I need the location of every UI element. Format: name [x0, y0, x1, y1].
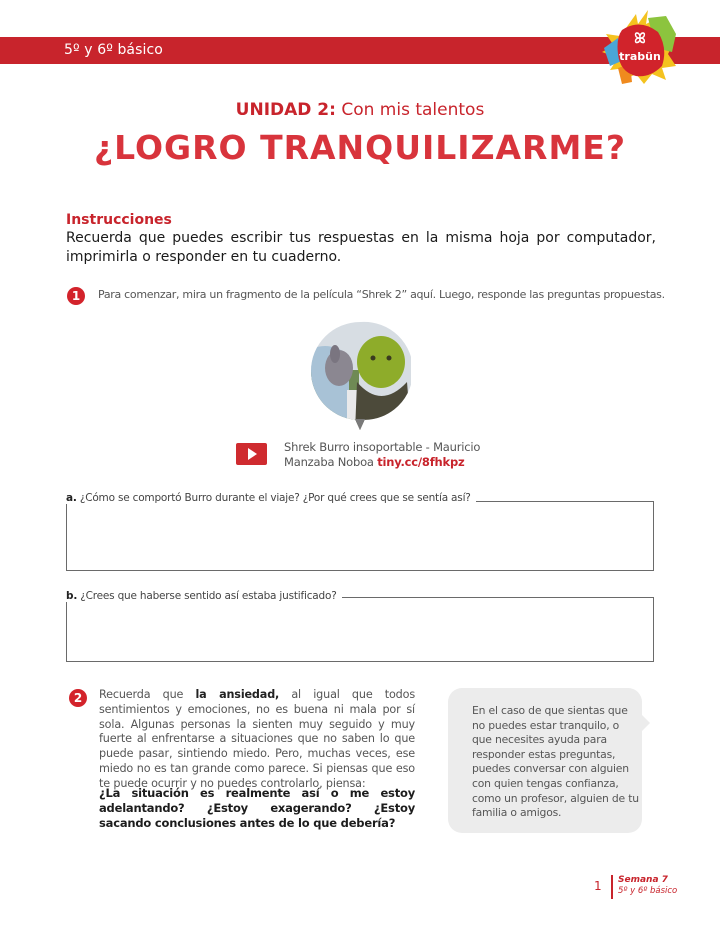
video-thumbnail[interactable]	[309, 320, 411, 432]
footer-week: Semana 7	[618, 875, 668, 885]
question-b-text: ¿Crees que haberse sentido así estaba justificado?	[80, 590, 337, 602]
instructions-heading: Instrucciones	[66, 212, 172, 228]
page-title: ¿LOGRO TRANQUILIZARME?	[93, 128, 626, 167]
question-b-label	[66, 590, 342, 602]
question-a-text: ¿Cómo se comportó Burro durante el viaje? ¿Por qué crees que se sentía así?	[79, 492, 471, 504]
instructions-text: Recuerda que puedes escribir tus respuestas en la misma hoja por computador, imprimirla o responder en tu cuaderno.	[66, 230, 656, 265]
step-2-badge: 2	[69, 689, 87, 707]
reflection-questions: ¿La situación es realmente así o me estoy adelantando? ¿Estoy exagerando? ¿Estoy sacando conclusiones antes de lo que debería?	[99, 786, 415, 830]
unit-heading	[0, 100, 720, 120]
question-a-label	[66, 492, 476, 504]
footer-divider	[611, 875, 613, 899]
question-b-letter: b.	[66, 590, 78, 602]
video-link[interactable]: tiny.cc/8fhkpz	[377, 455, 465, 469]
trabun-logo	[596, 8, 678, 86]
step-2-text-rest: al igual que todos sentimientos y emociones, no es buena ni mala por sí sola. Algunas personas la sienten muy seguido y muy fuerte al enfrentarse a situaciones que no saben lo que puede pasar, sintiendo miedo. Pero, muchas veces, ese miedo no es tan grande como parece. Si piensas que eso te puede ocurrir y no puedes controlarlo, piensa:	[99, 688, 416, 790]
play-video-button[interactable]	[236, 443, 267, 465]
anxiety-term: la ansiedad,	[195, 688, 280, 701]
header-grade-label: 5º y 6º básico	[64, 42, 163, 58]
step-1-text: Para comenzar, mira un fragmento de la película “Shrek 2” aquí. Luego, responde las preguntas propuestas.	[98, 288, 665, 301]
step-1-badge: 1	[67, 287, 85, 305]
step-2-text	[99, 688, 415, 792]
answer-box-a[interactable]	[66, 501, 654, 571]
video-title-line1: Shrek Burro insoportable - Mauricio	[284, 440, 481, 454]
help-callout-text: En el caso de que sientas que no puedes estar tranquilo, o que necesites ayuda para responder estas preguntas, puedes conversar con alguien con quien tengas confianza, como un profesor, alguien de tu familia o amigos.	[472, 704, 639, 820]
question-a-letter: a.	[66, 492, 77, 504]
video-title-line2: Manzaba Noboa	[284, 455, 374, 469]
help-callout	[448, 688, 642, 833]
svg-text:ꕤ: ꕤ	[634, 31, 646, 47]
svg-text:trabün: trabün	[619, 50, 661, 63]
footer-grade: 5º y 6º básico	[618, 886, 678, 896]
answer-box-b[interactable]	[66, 597, 654, 662]
video-caption	[284, 440, 480, 470]
unit-name: Con mis talentos	[341, 100, 485, 120]
unit-label: UNIDAD 2:	[235, 100, 336, 120]
page-number: 1	[594, 879, 602, 893]
step-2-text-start: Recuerda que	[99, 688, 196, 701]
